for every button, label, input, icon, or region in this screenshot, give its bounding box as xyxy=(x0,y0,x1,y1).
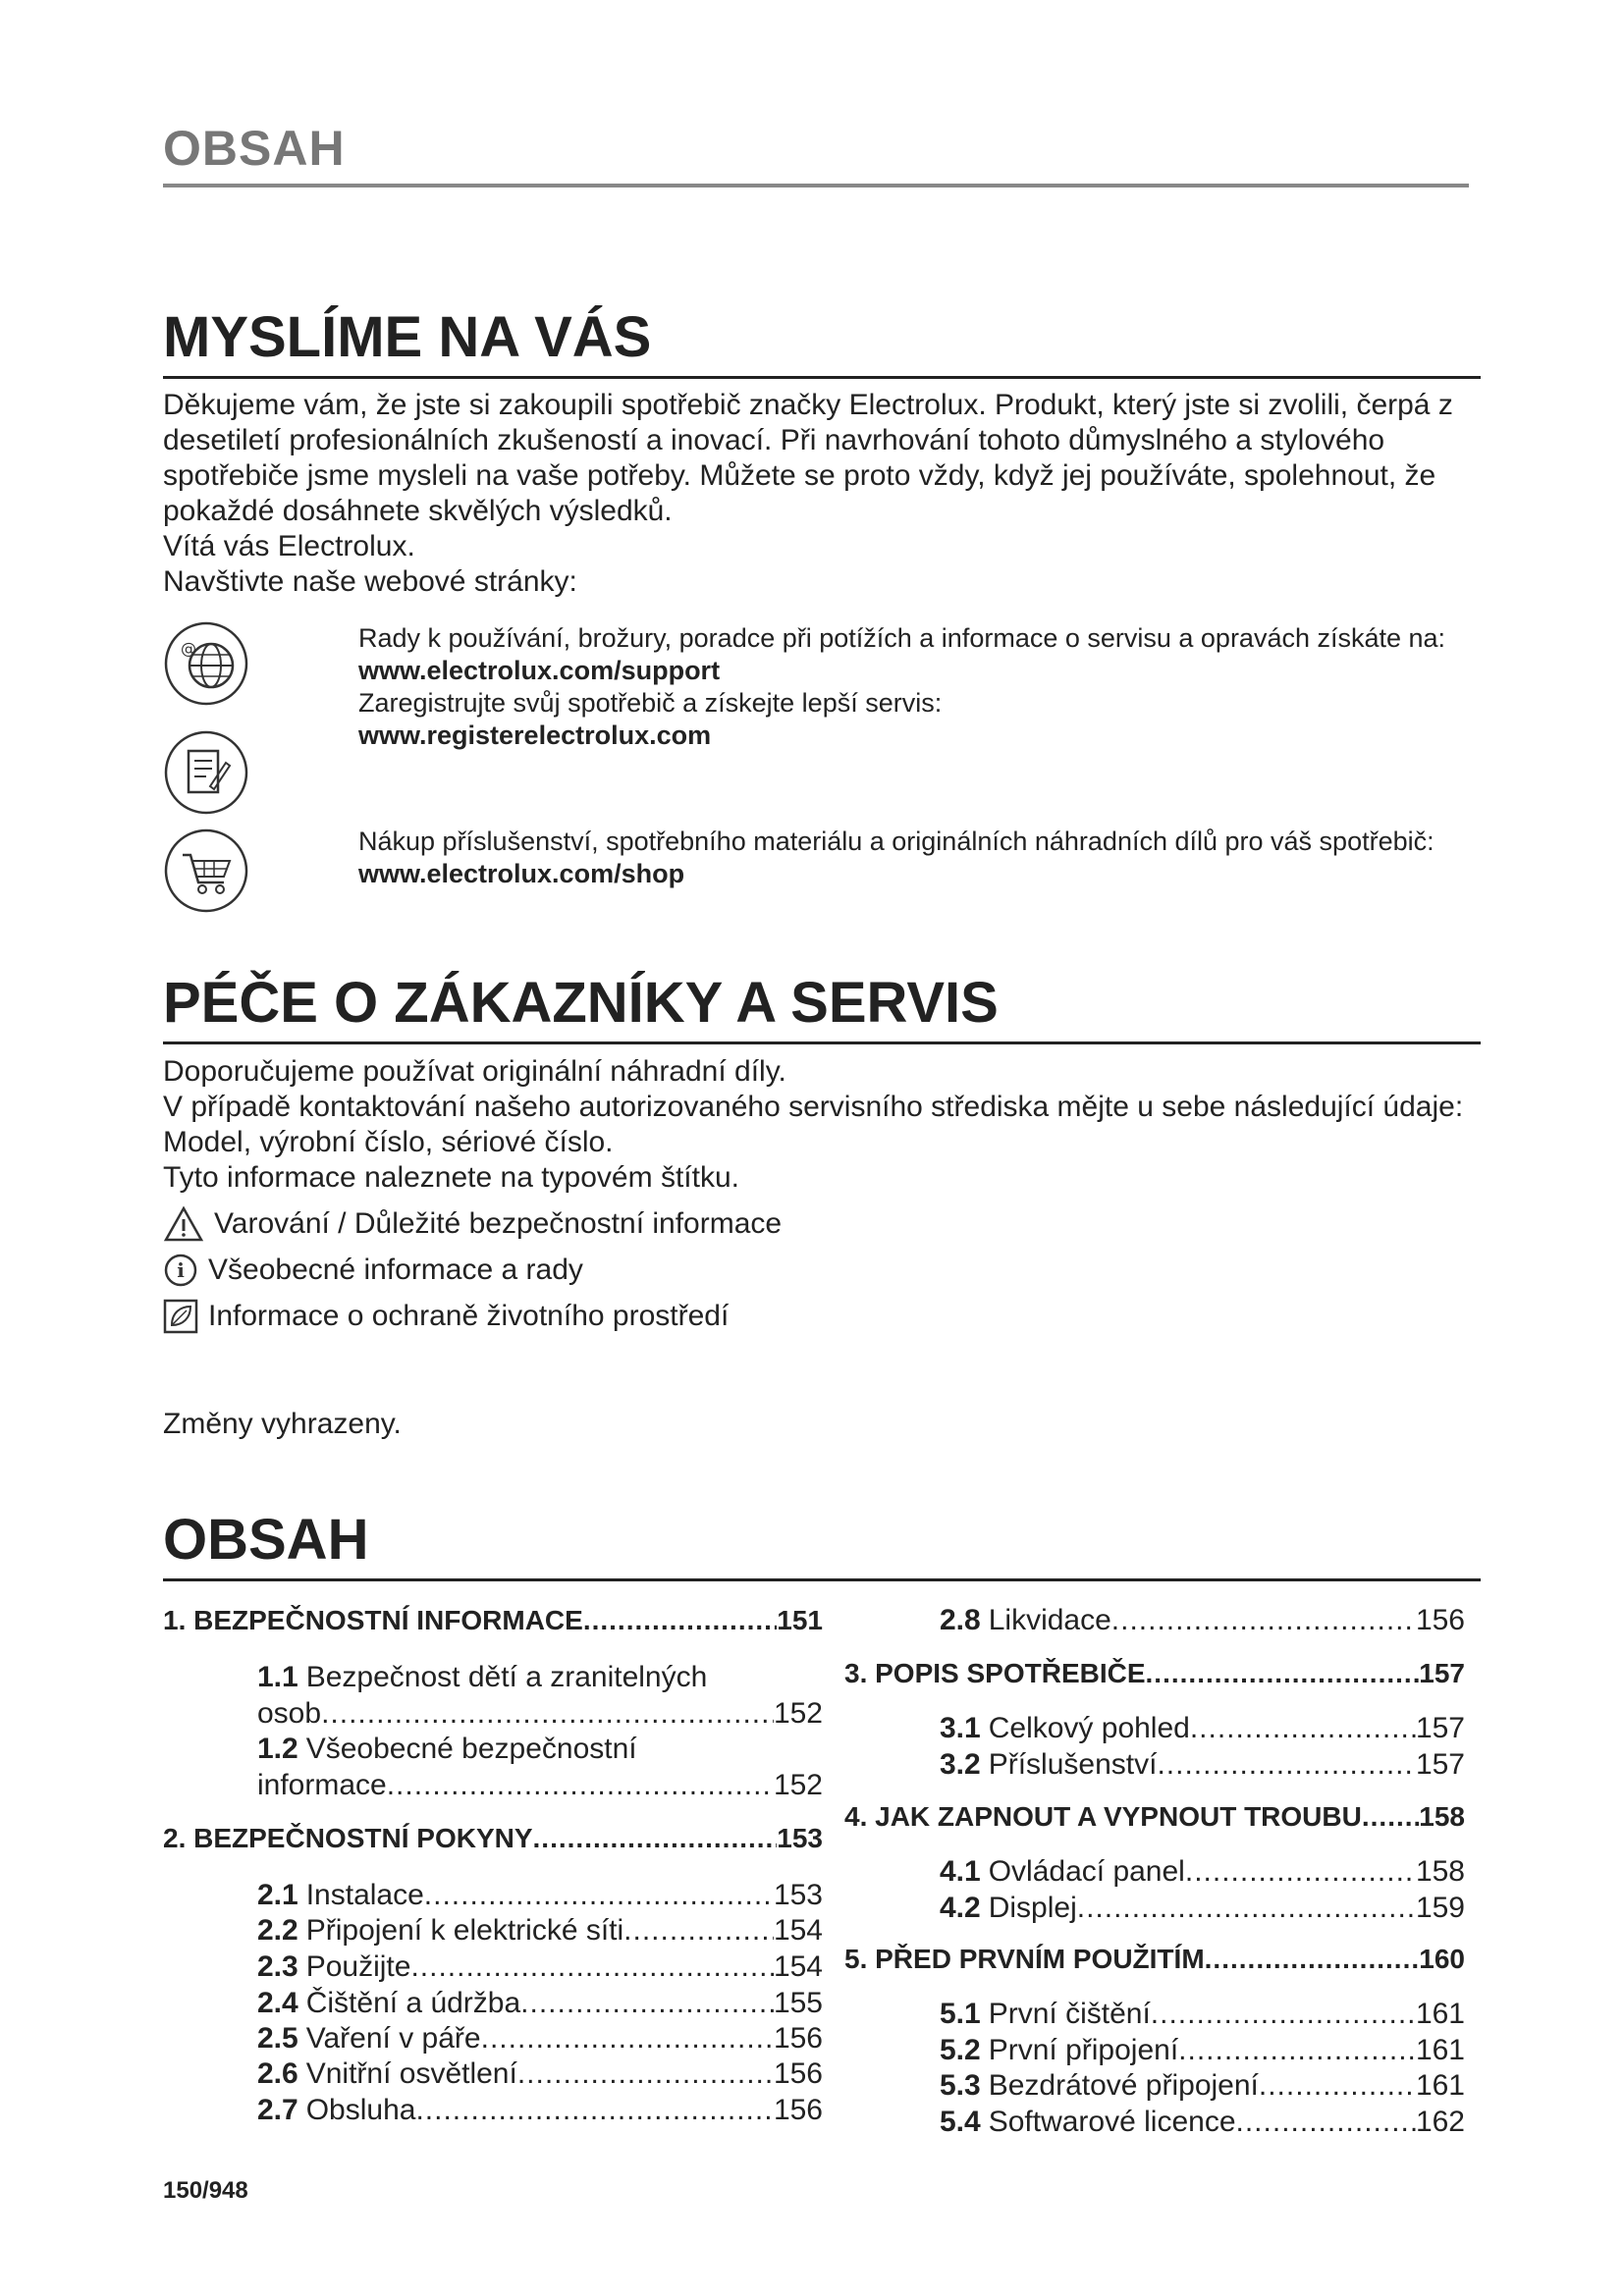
intro-paragraph xyxy=(163,388,1479,600)
toc-leader-dots xyxy=(533,1822,778,1855)
toc-entry-number: 2.4 xyxy=(257,1987,298,2019)
section-rule xyxy=(163,376,1481,379)
toc-entry-title: První čištění xyxy=(988,1998,1151,2030)
toc-entry-page: 156 xyxy=(1415,1604,1465,1636)
toc-entry-2-5[interactable] xyxy=(257,2020,823,2056)
toc-leader-dots xyxy=(387,1767,774,1803)
toc-entry-title: Použijte xyxy=(305,1950,411,1983)
leaf-icon xyxy=(163,1299,198,1334)
warning-text: Varování / Důležité bezpečnostní informace xyxy=(214,1207,783,1240)
toc-entry-page: 158 xyxy=(1415,1855,1465,1888)
toc-leader-dots xyxy=(1205,1943,1420,1976)
svg-text:@: @ xyxy=(181,639,196,658)
toc-leader-dots xyxy=(1157,1746,1415,1783)
toc-leader-dots xyxy=(623,1912,774,1949)
shop-text: Nákup příslušenství, spotřebního materiálu a originálních náhradních dílů pro váš spotřebič: xyxy=(358,827,1435,856)
toc-entry-title-cont: informace xyxy=(257,1769,387,1801)
toc-entry-page: 154 xyxy=(773,1914,823,1947)
toc-entry-page: 157 xyxy=(1415,1748,1465,1781)
toc-entry-page: 152 xyxy=(773,1769,823,1801)
toc-leader-dots xyxy=(1077,1890,1416,1926)
toc-entry-2[interactable] xyxy=(163,1822,823,1855)
toc-leader-dots xyxy=(424,1877,774,1913)
intro-text: Děkujeme vám, že jste si zakoupili spotřebič značky Electrolux. Produkt, který jste si zvolili, čerpá z desetiletí profesionálních zkušeností a inovací. Při navrhování tohoto důmyslného a stylového spotřebiče jsme mysleli na vaše potřeby. Můžete se proto vždy, když jej používáte, spolehnout, že pokaždé dosáhnete skvělých výsledků. xyxy=(163,389,1453,527)
top-header: OBSAH xyxy=(163,121,346,176)
toc-leader-dots xyxy=(321,1695,774,1732)
toc-entry-5-3[interactable] xyxy=(940,2067,1465,2104)
toc-entry-2-6[interactable] xyxy=(257,2056,823,2092)
page-number: 150/948 xyxy=(163,2177,248,2204)
toc-entry-3-2[interactable] xyxy=(940,1746,1465,1783)
section-title-contents: OBSAH xyxy=(163,1508,369,1572)
toc-entry-title: Softwarové licence xyxy=(988,2106,1236,2138)
legend-info xyxy=(163,1253,583,1288)
toc-entry-title: Bezpečnost dětí a zranitelných xyxy=(305,1661,708,1693)
toc-entry-page: 161 xyxy=(1415,1998,1465,2030)
toc-leader-dots xyxy=(415,2092,773,2128)
toc-entry-4-1[interactable] xyxy=(940,1853,1465,1890)
toc-entry-number: 2.7 xyxy=(257,2094,298,2126)
svg-text:i: i xyxy=(177,1258,185,1282)
section-rule xyxy=(163,1578,1481,1581)
toc-entry-3-1[interactable] xyxy=(940,1710,1465,1746)
toc-entry-number: 4.2 xyxy=(940,1892,981,1924)
toc-entry-2-8[interactable] xyxy=(940,1602,1465,1638)
shop-info xyxy=(358,826,1458,890)
toc-entry-page: 152 xyxy=(773,1697,823,1730)
toc-entry-page: 157 xyxy=(1415,1712,1465,1744)
register-icon xyxy=(163,729,249,816)
toc-entry-4[interactable] xyxy=(844,1800,1465,1834)
section-rule xyxy=(163,1041,1481,1044)
toc-leader-dots xyxy=(1259,2067,1416,2104)
toc-entry-title: Instalace xyxy=(305,1879,424,1911)
toc-entry-number: 2.3 xyxy=(257,1950,298,1983)
section-title-customer-care: PÉČE O ZÁKAZNÍKY A SERVIS xyxy=(163,971,999,1035)
toc-entry-title: Čištění a údržba xyxy=(305,1987,521,2019)
info-icon xyxy=(163,1253,198,1288)
toc-entry-title: Příslušenství xyxy=(988,1748,1158,1781)
register-text: Zaregistrujte svůj spotřebič a získejte lepší servis: xyxy=(358,688,943,718)
toc-entry-page: 155 xyxy=(773,1987,823,2019)
support-text: Rady k používání, brožury, poradce při potížích a informace o servisu a opravách získáte na: xyxy=(358,623,1446,653)
toc-entry-title: Celkový pohled xyxy=(988,1712,1190,1744)
toc-entry-5-1[interactable] xyxy=(940,1996,1465,2032)
register-link[interactable]: www.registerelectrolux.com xyxy=(358,721,712,750)
toc-entry-1-1[interactable] xyxy=(257,1659,823,1695)
toc-entry-number: 5.2 xyxy=(940,2034,981,2066)
toc-entry-title: 1. BEZPEČNOSTNÍ INFORMACE xyxy=(163,1605,583,1635)
toc-entry-page: 159 xyxy=(1415,1892,1465,1924)
toc-entry-2-2[interactable] xyxy=(257,1912,823,1949)
toc-entry-title: Vnitřní osvětlení xyxy=(305,2057,517,2090)
toc-entry-1-2-cont[interactable] xyxy=(257,1767,823,1803)
legend-environment xyxy=(163,1299,729,1334)
info-text: Všeobecné informace a rady xyxy=(208,1254,583,1286)
toc-entry-number: 2.5 xyxy=(257,2022,298,2055)
toc-entry-1-2[interactable] xyxy=(257,1731,823,1767)
toc-leader-dots xyxy=(1190,1710,1416,1746)
toc-entry-title: Likvidace xyxy=(988,1604,1111,1636)
toc-entry-number: 2.6 xyxy=(257,2057,298,2090)
toc-entry-title: Všeobecné bezpečnostní xyxy=(305,1733,637,1765)
toc-leader-dots xyxy=(1178,2032,1416,2068)
toc-entry-page: 153 xyxy=(773,1879,823,1911)
toc-entry-number: 1.2 xyxy=(257,1733,298,1765)
warning-icon xyxy=(163,1205,204,1243)
toc-leader-dots xyxy=(520,1985,774,2021)
toc-entry-number: 1.1 xyxy=(257,1661,298,1693)
toc-entry-title: Bezdrátové připojení xyxy=(988,2069,1259,2102)
toc-leader-dots xyxy=(410,1949,773,1985)
toc-entry-5-4[interactable] xyxy=(940,2104,1465,2140)
rating-plate-text: Tyto informace naleznete na typovém štítku. xyxy=(163,1161,739,1194)
toc-leader-dots xyxy=(583,1604,777,1637)
toc-entry-4-2[interactable] xyxy=(940,1890,1465,1926)
toc-entry-5[interactable] xyxy=(844,1943,1465,1976)
toc-entry-number: 4.1 xyxy=(940,1855,981,1888)
toc-entry-page: 154 xyxy=(773,1950,823,1983)
toc-leader-dots xyxy=(1151,1996,1416,2032)
toc-entry-title: 2. BEZPEČNOSTNÍ POKYNY xyxy=(163,1823,533,1853)
toc-leader-dots xyxy=(517,2056,774,2092)
toc-entry-number: 2.8 xyxy=(940,1604,981,1636)
toc-entry-title: První připojení xyxy=(988,2034,1179,2066)
toc-entry-title: 4. JAK ZAPNOUT A VYPNOUT TROUBU xyxy=(844,1801,1362,1832)
shop-link[interactable]: www.electrolux.com/shop xyxy=(358,859,685,888)
toc-entry-number: 5.4 xyxy=(940,2106,981,2138)
toc-entry-title: 3. POPIS SPOTŘEBIČE xyxy=(844,1658,1146,1688)
toc-entry-1-1-cont[interactable] xyxy=(257,1695,823,1732)
toc-entry-1[interactable] xyxy=(163,1604,823,1637)
toc-leader-dots xyxy=(481,2020,774,2056)
toc-entry-2-7[interactable] xyxy=(257,2092,823,2128)
toc-entry-number: 5.3 xyxy=(940,2069,981,2102)
toc-entry-title-cont: osob xyxy=(257,1697,322,1730)
toc-entry-page: 160 xyxy=(1419,1944,1465,1974)
toc-entry-number: 5.1 xyxy=(940,1998,981,2030)
top-header-rule xyxy=(163,184,1469,187)
toc-entry-number: 2.2 xyxy=(257,1914,298,1947)
toc-entry-title: 5. PŘED PRVNÍM POUŽITÍM xyxy=(844,1944,1205,1974)
toc-leader-dots xyxy=(1146,1657,1420,1690)
toc-entry-5-2[interactable] xyxy=(940,2032,1465,2068)
toc-entry-2-1[interactable] xyxy=(257,1877,823,1913)
changes-reserved: Změny vyhrazeny. xyxy=(163,1408,402,1440)
toc-entry-3[interactable] xyxy=(844,1657,1465,1690)
toc-leader-dots xyxy=(1236,2104,1416,2140)
toc-entry-page: 162 xyxy=(1415,2106,1465,2138)
support-info xyxy=(358,622,1458,752)
toc-entry-page: 156 xyxy=(773,2057,823,2090)
toc-entry-title: Vaření v páře xyxy=(305,2022,481,2055)
toc-entry-page: 156 xyxy=(773,2022,823,2055)
globe-icon xyxy=(163,620,249,707)
toc-entry-page: 151 xyxy=(777,1605,823,1635)
toc-entry-number: 3.2 xyxy=(940,1748,981,1781)
toc-entry-2-4[interactable] xyxy=(257,1985,823,2021)
toc-entry-title: Displej xyxy=(988,1892,1077,1924)
toc-entry-title: Obsluha xyxy=(305,2094,416,2126)
toc-leader-dots xyxy=(1185,1853,1416,1890)
toc-entry-number: 2.1 xyxy=(257,1879,298,1911)
environment-text: Informace o ochraně životního prostředí xyxy=(208,1300,730,1332)
visit-text: Navštivte naše webové stránky: xyxy=(163,565,577,598)
section-title-thinking-of-you: MYSLÍME NA VÁS xyxy=(163,305,652,369)
shopping-cart-icon xyxy=(163,828,249,914)
toc-leader-dots xyxy=(1362,1800,1419,1834)
toc-entry-2-3[interactable] xyxy=(257,1949,823,1985)
toc-entry-page: 158 xyxy=(1419,1801,1465,1832)
toc-entry-number: 3.1 xyxy=(940,1712,981,1744)
toc-entry-page: 161 xyxy=(1415,2069,1465,2102)
support-link[interactable]: www.electrolux.com/support xyxy=(358,656,721,685)
toc-entry-title: Připojení k elektrické síti xyxy=(305,1914,624,1947)
toc-entry-page: 157 xyxy=(1419,1658,1465,1688)
toc-entry-page: 156 xyxy=(773,2094,823,2126)
toc-entry-page: 161 xyxy=(1415,2034,1465,2066)
legend-warning xyxy=(163,1205,782,1243)
toc-entry-page: 153 xyxy=(777,1823,823,1853)
service-contact-text: V případě kontaktování našeho autorizovaného servisního střediska mějte u sebe následující údaje: Model, výrobní číslo, sériové číslo. xyxy=(163,1091,1464,1158)
welcome-text: Vítá vás Electrolux. xyxy=(163,530,415,562)
customer-care-text xyxy=(163,1054,1479,1196)
toc-entry-title: Ovládací panel xyxy=(988,1855,1185,1888)
toc-leader-dots xyxy=(1111,1602,1416,1638)
spare-parts-text: Doporučujeme používat originální náhradní díly. xyxy=(163,1055,786,1088)
